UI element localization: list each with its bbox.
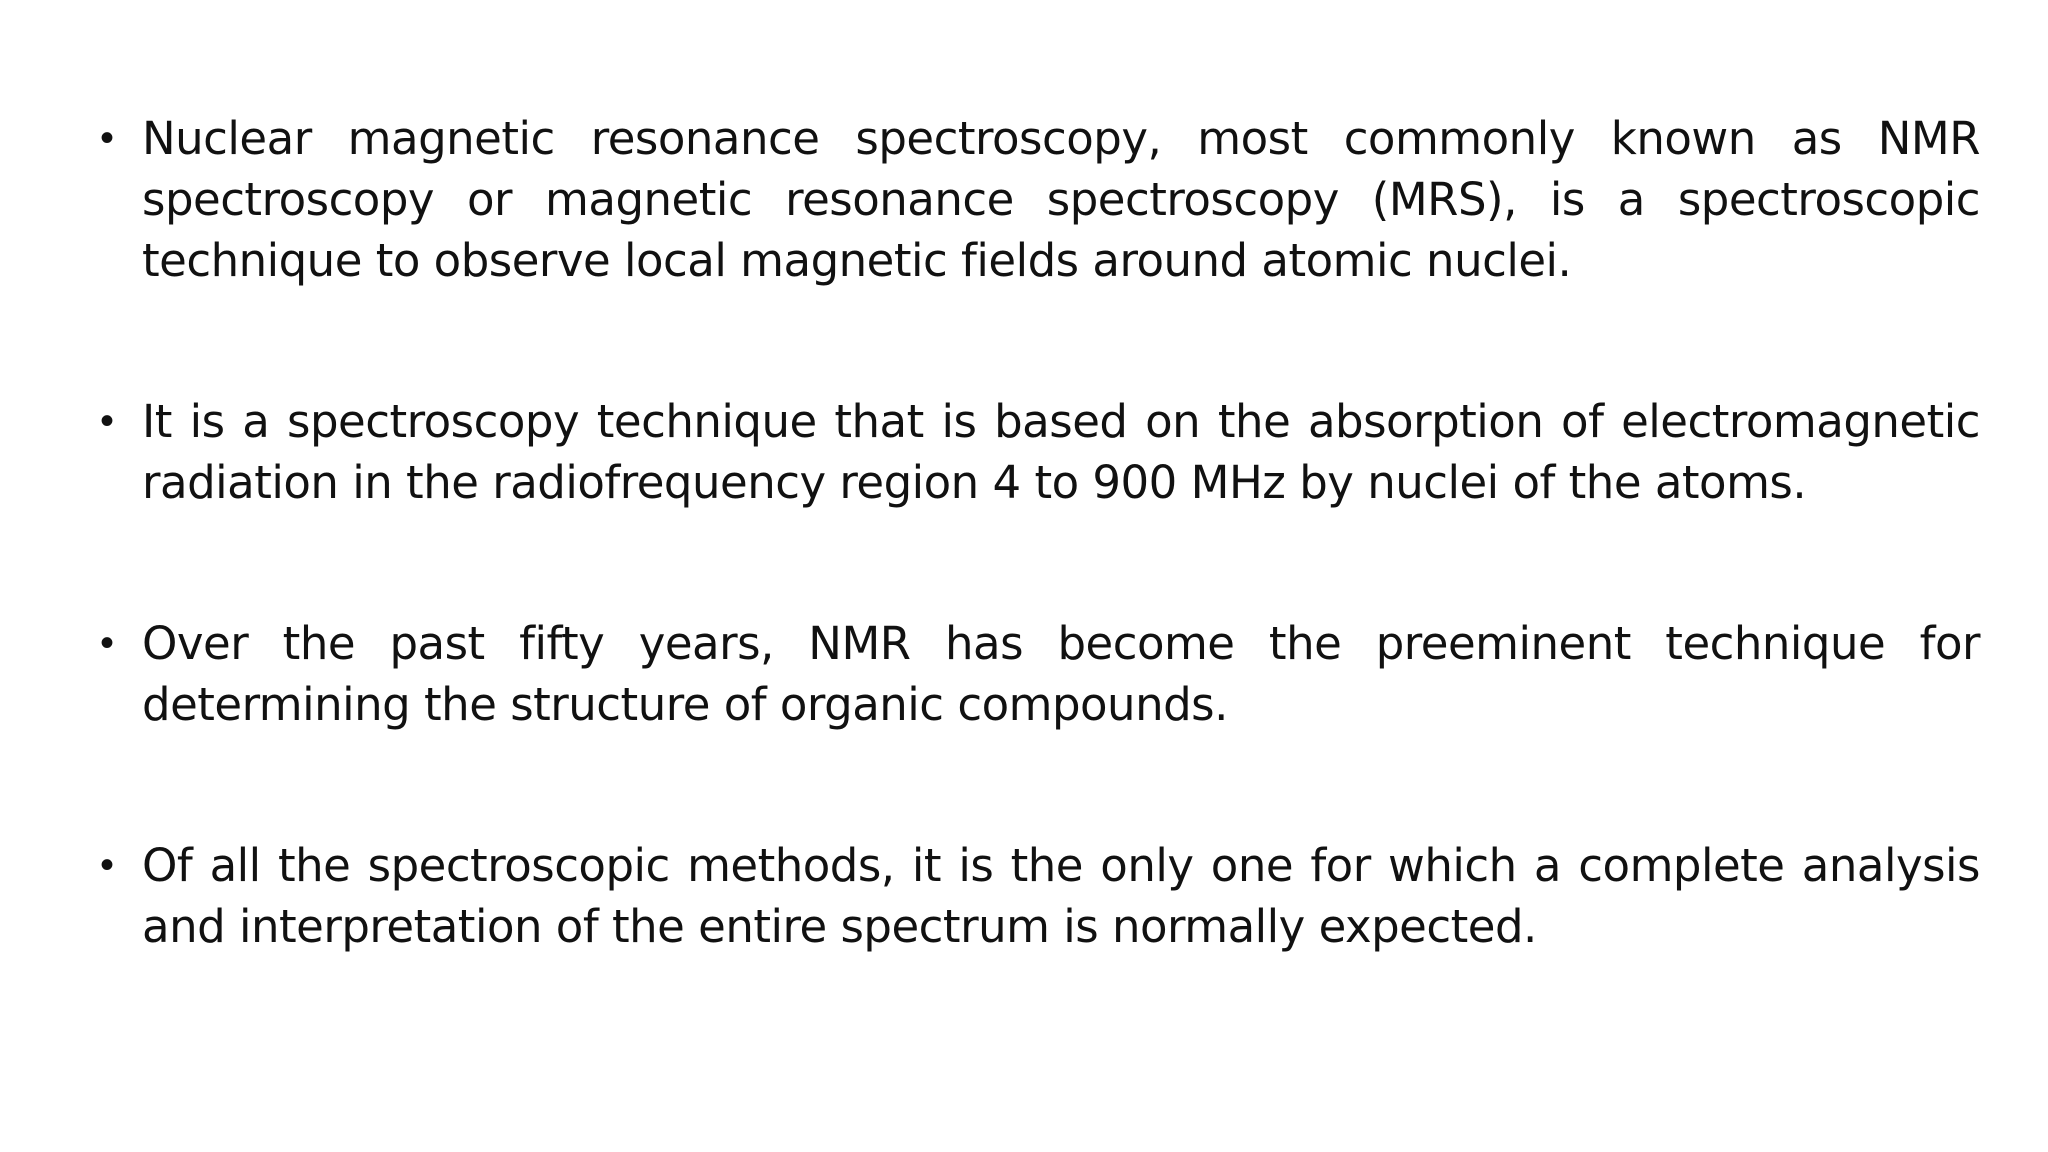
bullet-marker: • (100, 843, 115, 887)
bullet-text: Of all the spectroscopic methods, it is the only one for which a complete analysis and interpretation of the entire spectrum is normally expected. (142, 839, 1980, 953)
bullet-text: Nuclear magnetic resonance spectroscopy, most commonly known as NMR spectroscopy or magnetic resonance spectroscopy (MRS), is a spectroscopic technique to observe local magnetic fields around atomic nuclei. (142, 112, 1980, 287)
bullet-item (100, 391, 1980, 513)
bullet-marker: • (100, 621, 115, 665)
bullet-item (100, 108, 1980, 291)
bullet-text: It is a spectroscopy technique that is based on the absorption of electromagnetic radiation in the radiofrequency region 4 to 900 MHz by nuclei of the atoms. (142, 395, 1980, 509)
bullet-marker: • (100, 399, 115, 443)
bullet-item (100, 835, 1980, 957)
bullet-text: Over the past fifty years, NMR has become the preeminent technique for determining the structure of organic compounds. (142, 617, 1980, 731)
bullet-list (100, 108, 1980, 957)
bullet-item (100, 613, 1980, 735)
bullet-marker: • (100, 116, 115, 160)
